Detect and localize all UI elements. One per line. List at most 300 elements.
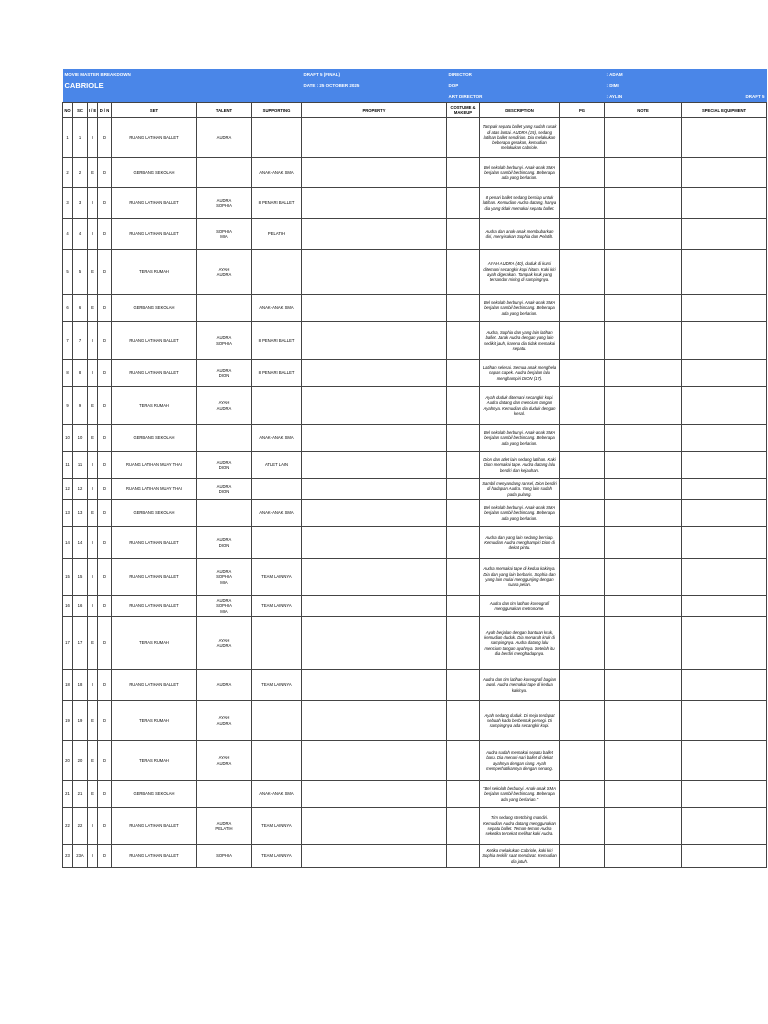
cell-costume: [447, 741, 480, 781]
cell-property: [302, 219, 447, 250]
cell-costume: [447, 322, 480, 360]
cell-note: [605, 527, 682, 559]
table-row: [63, 781, 767, 808]
col-note: NOTE: [605, 103, 682, 118]
cell-property: [302, 425, 447, 452]
cell-supporting: TEAM LAINNYA: [252, 808, 302, 845]
cell-special: [682, 250, 767, 295]
cell-scene: 3: [73, 188, 88, 219]
cell-talent: AYAH AUDRA: [197, 741, 252, 781]
cell-pg: [560, 500, 605, 527]
cell-note: [605, 118, 682, 158]
cell-talent: AYAH AUDRA: [197, 250, 252, 295]
cell-note: [605, 781, 682, 808]
cell-talent: AUDRA: [197, 670, 252, 701]
cell-int-ext: E: [88, 250, 98, 295]
cell-no: 18: [63, 670, 73, 701]
cell-talent: SOPHIA: [197, 845, 252, 868]
cell-talent: AYAH AUDRA: [197, 701, 252, 741]
cell-note: [605, 452, 682, 479]
cell-no: 5: [63, 250, 73, 295]
cell-costume: [447, 425, 480, 452]
cell-pg: [560, 118, 605, 158]
cell-costume: [447, 596, 480, 617]
cell-int-ext: I: [88, 360, 98, 387]
cell-no: 19: [63, 701, 73, 741]
table-row: [63, 322, 767, 360]
table-row: [63, 387, 767, 425]
cell-day-night: D: [98, 808, 112, 845]
col-description: DESCRIPTION: [480, 103, 560, 118]
cell-talent: AUDRA DION: [197, 479, 252, 500]
cell-costume: [447, 360, 480, 387]
cell-set: RUANG LATIHAN MUAY THAI: [112, 479, 197, 500]
cell-pg: [560, 808, 605, 845]
cell-scene: 18: [73, 670, 88, 701]
cell-supporting: [252, 741, 302, 781]
cell-description: Audra dan yang lain sedang bersiap. Kemudian Audra menghampiri Dion di dekat pintu.: [480, 527, 560, 559]
cell-no: 17: [63, 617, 73, 670]
cell-supporting: [252, 701, 302, 741]
cell-talent: SOPHIA MIA: [197, 219, 252, 250]
cell-pg: [560, 452, 605, 479]
col-no: NO: [63, 103, 73, 118]
cell-property: [302, 158, 447, 188]
cell-property: [302, 250, 447, 295]
cell-description: Bel sekolah berbunyi. Anak-anak SMA berjalan sambil berbincang. Beberapa ada yang berlarian.: [480, 158, 560, 188]
cell-scene: 11: [73, 452, 88, 479]
cell-description: Audra memakai tape di kedua kakinya. Dia dan yang lain berbaris. Sophia dan yang lain mulai menggunjing dengan suara pelan.: [480, 559, 560, 596]
cell-description: Ayah duduk ditemani secangkir kopi. Audra datang dan mencium tangan Ayahnya. Kemudian dia duduk dengan kesal.: [480, 387, 560, 425]
cell-note: [605, 387, 682, 425]
cell-day-night: D: [98, 500, 112, 527]
cell-set: GERBANG SEKOLAH: [112, 781, 197, 808]
cell-no: 13: [63, 500, 73, 527]
table-row: [63, 425, 767, 452]
table-row: [63, 219, 767, 250]
cell-scene: 14: [73, 527, 88, 559]
cell-day-night: D: [98, 219, 112, 250]
cell-costume: [447, 527, 480, 559]
table-row: [63, 360, 767, 387]
cell-talent: AUDRA DION: [197, 452, 252, 479]
table-row: [63, 158, 767, 188]
cell-day-night: D: [98, 360, 112, 387]
col-costume: COSTUME & MAKEUP: [447, 103, 480, 118]
draft-short: DRAFT 5: [682, 91, 767, 103]
cell-set: TERAS RUMAH: [112, 701, 197, 741]
cell-set: GERBANG SEKOLAH: [112, 158, 197, 188]
cell-int-ext: E: [88, 158, 98, 188]
cell-special: [682, 559, 767, 596]
cell-scene: 19: [73, 701, 88, 741]
cell-day-night: D: [98, 295, 112, 322]
cell-supporting: [252, 250, 302, 295]
cell-special: [682, 596, 767, 617]
cell-no: 21: [63, 781, 73, 808]
dop-name: : DIMI: [605, 80, 767, 91]
table-row: [63, 559, 767, 596]
cell-day-night: D: [98, 250, 112, 295]
cell-pg: [560, 188, 605, 219]
cell-note: [605, 322, 682, 360]
cell-costume: [447, 479, 480, 500]
cell-costume: [447, 781, 480, 808]
cell-talent: AUDRA SOPHIA MIA: [197, 559, 252, 596]
cell-int-ext: I: [88, 527, 98, 559]
cell-costume: [447, 845, 480, 868]
cell-no: 1: [63, 118, 73, 158]
cell-scene: 8: [73, 360, 88, 387]
cell-special: [682, 295, 767, 322]
cell-special: [682, 118, 767, 158]
cell-pg: [560, 670, 605, 701]
cell-int-ext: E: [88, 500, 98, 527]
cell-day-night: D: [98, 479, 112, 500]
cell-talent: AUDRA SOPHIA: [197, 188, 252, 219]
cell-set: TERAS RUMAH: [112, 250, 197, 295]
cell-pg: [560, 360, 605, 387]
cell-pg: [560, 425, 605, 452]
cell-description: Tampak sepatu ballet yang sudah rusak di atas lantai. AUDRA (15), sedang latihan ballet sendirian. Dia melakukan beberapa gerakan, kemudian melakukan cabriole.: [480, 118, 560, 158]
cell-int-ext: I: [88, 188, 98, 219]
cell-pg: [560, 158, 605, 188]
cell-talent: AUDRA DION: [197, 527, 252, 559]
cell-int-ext: E: [88, 741, 98, 781]
cell-day-night: D: [98, 670, 112, 701]
cell-supporting: PELATIH: [252, 219, 302, 250]
cell-scene: 6: [73, 295, 88, 322]
cell-supporting: ANAK-ANAK SMA: [252, 500, 302, 527]
cell-supporting: TEAM LAINNYA: [252, 596, 302, 617]
cell-property: [302, 452, 447, 479]
cell-day-night: D: [98, 452, 112, 479]
cell-set: RUANG LATIHAN BALLET: [112, 559, 197, 596]
cell-scene: 10: [73, 425, 88, 452]
cell-int-ext: I: [88, 808, 98, 845]
cell-special: [682, 500, 767, 527]
cell-note: [605, 701, 682, 741]
cell-no: 4: [63, 219, 73, 250]
cell-supporting: 8 PENARI BALLET: [252, 188, 302, 219]
col-talent: TALENT: [197, 103, 252, 118]
cell-note: [605, 617, 682, 670]
cell-day-night: D: [98, 527, 112, 559]
cell-property: [302, 295, 447, 322]
cell-no: 11: [63, 452, 73, 479]
sheet-label: MOVIE MASTER BREAKDOWN: [63, 69, 302, 80]
cell-no: 22: [63, 808, 73, 845]
cell-pg: [560, 219, 605, 250]
col-ie: I / E: [88, 103, 98, 118]
art-director-name: : AYLIN: [605, 91, 682, 103]
cell-description: Audra, Sophia dan yang lain latihan ballet. Jarak Audra dengan yang lain sedikit jauh, karena dia tidak memakai sepatu.: [480, 322, 560, 360]
cell-supporting: [252, 118, 302, 158]
cell-pg: [560, 617, 605, 670]
col-property: PROPERTY: [302, 103, 447, 118]
table-row: [63, 188, 767, 219]
table-row: [63, 452, 767, 479]
cell-no: 8: [63, 360, 73, 387]
cell-scene: 5: [73, 250, 88, 295]
cell-property: [302, 845, 447, 868]
cell-set: RUANG LATIHAN BALLET: [112, 219, 197, 250]
cell-property: [302, 559, 447, 596]
cell-set: GERBANG SEKOLAH: [112, 500, 197, 527]
cell-description: Ketika melakukan Cabriole, kaki kiri Sophia terkilir saat mendarat. Kemudian dia jatuh.: [480, 845, 560, 868]
cell-no: 3: [63, 188, 73, 219]
director-name: : ADAM: [605, 69, 767, 80]
cell-special: [682, 808, 767, 845]
cell-property: [302, 781, 447, 808]
col-sc: SC: [73, 103, 88, 118]
cell-costume: [447, 188, 480, 219]
cell-talent: AUDRA SOPHIA: [197, 322, 252, 360]
cell-no: 14: [63, 527, 73, 559]
cell-talent: [197, 781, 252, 808]
cell-property: [302, 617, 447, 670]
cell-day-night: D: [98, 158, 112, 188]
cell-day-night: D: [98, 701, 112, 741]
cell-int-ext: I: [88, 479, 98, 500]
cell-set: TERAS RUMAH: [112, 741, 197, 781]
cell-scene: 21: [73, 781, 88, 808]
cell-scene: 15: [73, 559, 88, 596]
cell-int-ext: I: [88, 670, 98, 701]
cell-supporting: [252, 387, 302, 425]
cell-pg: [560, 479, 605, 500]
cell-description: 8 penari ballet sedang bersiap untuk latihan. Kemudian Audra datang, hanya dia yang tidak memakai sepatu ballet.: [480, 188, 560, 219]
cell-description: Dion dan atlet lain sedang latihan. Kaki Dion memakai tape. Audra datang lalu berdiri dan kejauhan.: [480, 452, 560, 479]
cell-no: 10: [63, 425, 73, 452]
cell-note: [605, 500, 682, 527]
cell-description: Audra dan anak-anak membubarkan diri, menyisakan Sophia dan Pelatih.: [480, 219, 560, 250]
cell-supporting: 8 PENARI BALLET: [252, 322, 302, 360]
dop-role: DOP: [447, 80, 605, 91]
cell-set: RUANG LATIHAN BALLET: [112, 808, 197, 845]
cell-special: [682, 741, 767, 781]
cell-talent: AYAH AUDRA: [197, 617, 252, 670]
cell-special: [682, 845, 767, 868]
cell-talent: [197, 295, 252, 322]
table-row: [63, 701, 767, 741]
cell-property: [302, 701, 447, 741]
cell-description: Latihan selesai. Semua anak menghela napas capek. Audra berjalan lalu menghampiri DION (17).: [480, 360, 560, 387]
col-special: SPECIAL EQUIPMENT: [682, 103, 767, 118]
table-row: [63, 596, 767, 617]
cell-property: [302, 118, 447, 158]
cell-int-ext: I: [88, 845, 98, 868]
cell-int-ext: I: [88, 559, 98, 596]
cell-special: [682, 479, 767, 500]
cell-description: Bel sekolah berbunyi. Anak-anak SMA berjalan sambil berbincang. Beberapa ada yang berlarian.: [480, 295, 560, 322]
cell-description: Ayah sedang duduk. Di meja terdapat sebuah kado berbentuk persegi. Di sampingnya ada secangkir kopi.: [480, 701, 560, 741]
cell-talent: AUDRA PELATIH: [197, 808, 252, 845]
cell-supporting: [252, 479, 302, 500]
cell-int-ext: E: [88, 387, 98, 425]
table-row: [63, 617, 767, 670]
table-row: [63, 808, 767, 845]
cell-pg: [560, 781, 605, 808]
cell-property: [302, 596, 447, 617]
cell-note: [605, 219, 682, 250]
cell-no: 9: [63, 387, 73, 425]
cell-no: 15: [63, 559, 73, 596]
art-director-role: ART DIRECTOR: [447, 91, 605, 103]
cell-day-night: D: [98, 387, 112, 425]
cell-note: [605, 596, 682, 617]
cell-special: [682, 158, 767, 188]
cell-description: Tim sedang stretching mandiri. Kemudian Audra datang menggunakan sepatu ballet. Teman-teman Audra seketika tercekat melihat kaki Audra.: [480, 808, 560, 845]
cell-note: [605, 425, 682, 452]
cell-talent: [197, 500, 252, 527]
cell-no: 6: [63, 295, 73, 322]
col-set: SET: [112, 103, 197, 118]
cell-description: Audra dan tim latihan koreografi menggunakan metronome.: [480, 596, 560, 617]
cell-scene: 7: [73, 322, 88, 360]
cell-pg: [560, 701, 605, 741]
cell-set: RUANG LATIHAN BALLET: [112, 596, 197, 617]
cell-costume: [447, 219, 480, 250]
table-row: [63, 741, 767, 781]
cell-no: 12: [63, 479, 73, 500]
cell-scene: 20: [73, 741, 88, 781]
cell-supporting: TEAM LAINNYA: [252, 559, 302, 596]
cell-int-ext: I: [88, 219, 98, 250]
cell-pg: [560, 559, 605, 596]
cell-talent: AUDRA SOPHIA MIA: [197, 596, 252, 617]
cell-description: "Bel sekolah berbunyi. Anak-anak SMA berjalan sambil berbincang. Beberapa ada yang berlarian.": [480, 781, 560, 808]
cell-day-night: D: [98, 559, 112, 596]
table-row: [63, 479, 767, 500]
cell-day-night: D: [98, 322, 112, 360]
cell-int-ext: E: [88, 781, 98, 808]
cell-talent: AUDRA: [197, 118, 252, 158]
cell-pg: [560, 741, 605, 781]
cell-int-ext: I: [88, 118, 98, 158]
col-dn: D / N: [98, 103, 112, 118]
cell-costume: [447, 670, 480, 701]
col-supporting: SUPPORTING: [252, 103, 302, 118]
cell-int-ext: E: [88, 701, 98, 741]
cell-pg: [560, 387, 605, 425]
cell-set: RUANG LATIHAN BALLET: [112, 360, 197, 387]
cell-set: GERBANG SEKOLAH: [112, 295, 197, 322]
cell-description: Audra sudah memakai sepatu ballet baru. Dia menari-nari ballet di dekat ayahnya dengan riang. Ayah memperhatikannya dengan senang.: [480, 741, 560, 781]
cell-special: [682, 188, 767, 219]
cell-note: [605, 559, 682, 596]
cell-costume: [447, 701, 480, 741]
cell-special: [682, 452, 767, 479]
cell-int-ext: I: [88, 596, 98, 617]
cell-note: [605, 845, 682, 868]
cell-set: RUANG LATIHAN BALLET: [112, 322, 197, 360]
cell-set: RUANG LATIHAN BALLET: [112, 670, 197, 701]
cell-int-ext: E: [88, 295, 98, 322]
cell-special: [682, 387, 767, 425]
cell-set: RUANG LATIHAN MUAY THAI: [112, 452, 197, 479]
cell-pg: [560, 845, 605, 868]
cell-costume: [447, 250, 480, 295]
cell-pg: [560, 527, 605, 559]
cell-day-night: D: [98, 425, 112, 452]
cell-note: [605, 295, 682, 322]
cell-note: [605, 741, 682, 781]
cell-note: [605, 808, 682, 845]
cell-property: [302, 500, 447, 527]
cell-property: [302, 322, 447, 360]
cell-supporting: [252, 617, 302, 670]
cell-set: RUANG LATIHAN BALLET: [112, 527, 197, 559]
cell-special: [682, 617, 767, 670]
cell-property: [302, 670, 447, 701]
cell-special: [682, 527, 767, 559]
cell-scene: 23A: [73, 845, 88, 868]
cell-int-ext: E: [88, 425, 98, 452]
cell-property: [302, 741, 447, 781]
breakdown-table: [62, 69, 767, 868]
cell-note: [605, 250, 682, 295]
cell-costume: [447, 452, 480, 479]
cell-scene: 12: [73, 479, 88, 500]
cell-set: RUANG LATIHAN BALLET: [112, 188, 197, 219]
cell-talent: [197, 425, 252, 452]
cell-no: 7: [63, 322, 73, 360]
cell-description: Bel sekolah berbunyi. Anak-anak SMA berjalan sambil berbincang. Beberapa ada yang berlarian.: [480, 425, 560, 452]
table-row: [63, 500, 767, 527]
cell-set: GERBANG SEKOLAH: [112, 425, 197, 452]
draft-label: DRAFT 5 (FINAL): [302, 69, 447, 80]
cell-pg: [560, 322, 605, 360]
cell-note: [605, 360, 682, 387]
cell-no: 23: [63, 845, 73, 868]
breakdown-sheet: [62, 69, 766, 868]
cell-description: Ayah berjalan dengan bantuan kruk, kemudian duduk. Dia menaruh kruk di sampingnya. Audra datang lalu mencium tangan ayahnya. Setelah itu dia berdiri menghadapnya.: [480, 617, 560, 670]
col-pg: PG: [560, 103, 605, 118]
cell-description: Sambil menyandang ransel, Dion berdiri di hadapan Audra. Yang lain sudah pada pulang.: [480, 479, 560, 500]
cell-talent: AYAH AUDRA: [197, 387, 252, 425]
cell-set: RUANG LATIHAN BALLET: [112, 118, 197, 158]
cell-day-night: D: [98, 781, 112, 808]
cell-description: Bel sekolah berbunyi. Anak-anak SMA berjalan sambil berbincang. Beberapa ada yang berlarian.: [480, 500, 560, 527]
cell-talent: AUDRA DION: [197, 360, 252, 387]
cell-supporting: ANAK-ANAK SMA: [252, 158, 302, 188]
table-row: [63, 295, 767, 322]
cell-special: [682, 701, 767, 741]
cell-supporting: ANAK-ANAK SMA: [252, 781, 302, 808]
cell-property: [302, 479, 447, 500]
cell-supporting: [252, 527, 302, 559]
cell-costume: [447, 559, 480, 596]
cell-supporting: TEAM LAINNYA: [252, 670, 302, 701]
cell-special: [682, 425, 767, 452]
cell-supporting: 8 PENARI BALLET: [252, 360, 302, 387]
cell-pg: [560, 596, 605, 617]
cell-description: Audra dan tim latihan koreografi bagian awal. Audra memakai tape di kedua kakinya.: [480, 670, 560, 701]
cell-costume: [447, 387, 480, 425]
cell-special: [682, 670, 767, 701]
cell-supporting: ANAK-ANAK SMA: [252, 295, 302, 322]
cell-special: [682, 322, 767, 360]
cell-property: [302, 360, 447, 387]
cell-special: [682, 219, 767, 250]
cell-no: 16: [63, 596, 73, 617]
cell-costume: [447, 118, 480, 158]
cell-special: [682, 781, 767, 808]
table-row: [63, 250, 767, 295]
cell-pg: [560, 295, 605, 322]
cell-day-night: D: [98, 596, 112, 617]
